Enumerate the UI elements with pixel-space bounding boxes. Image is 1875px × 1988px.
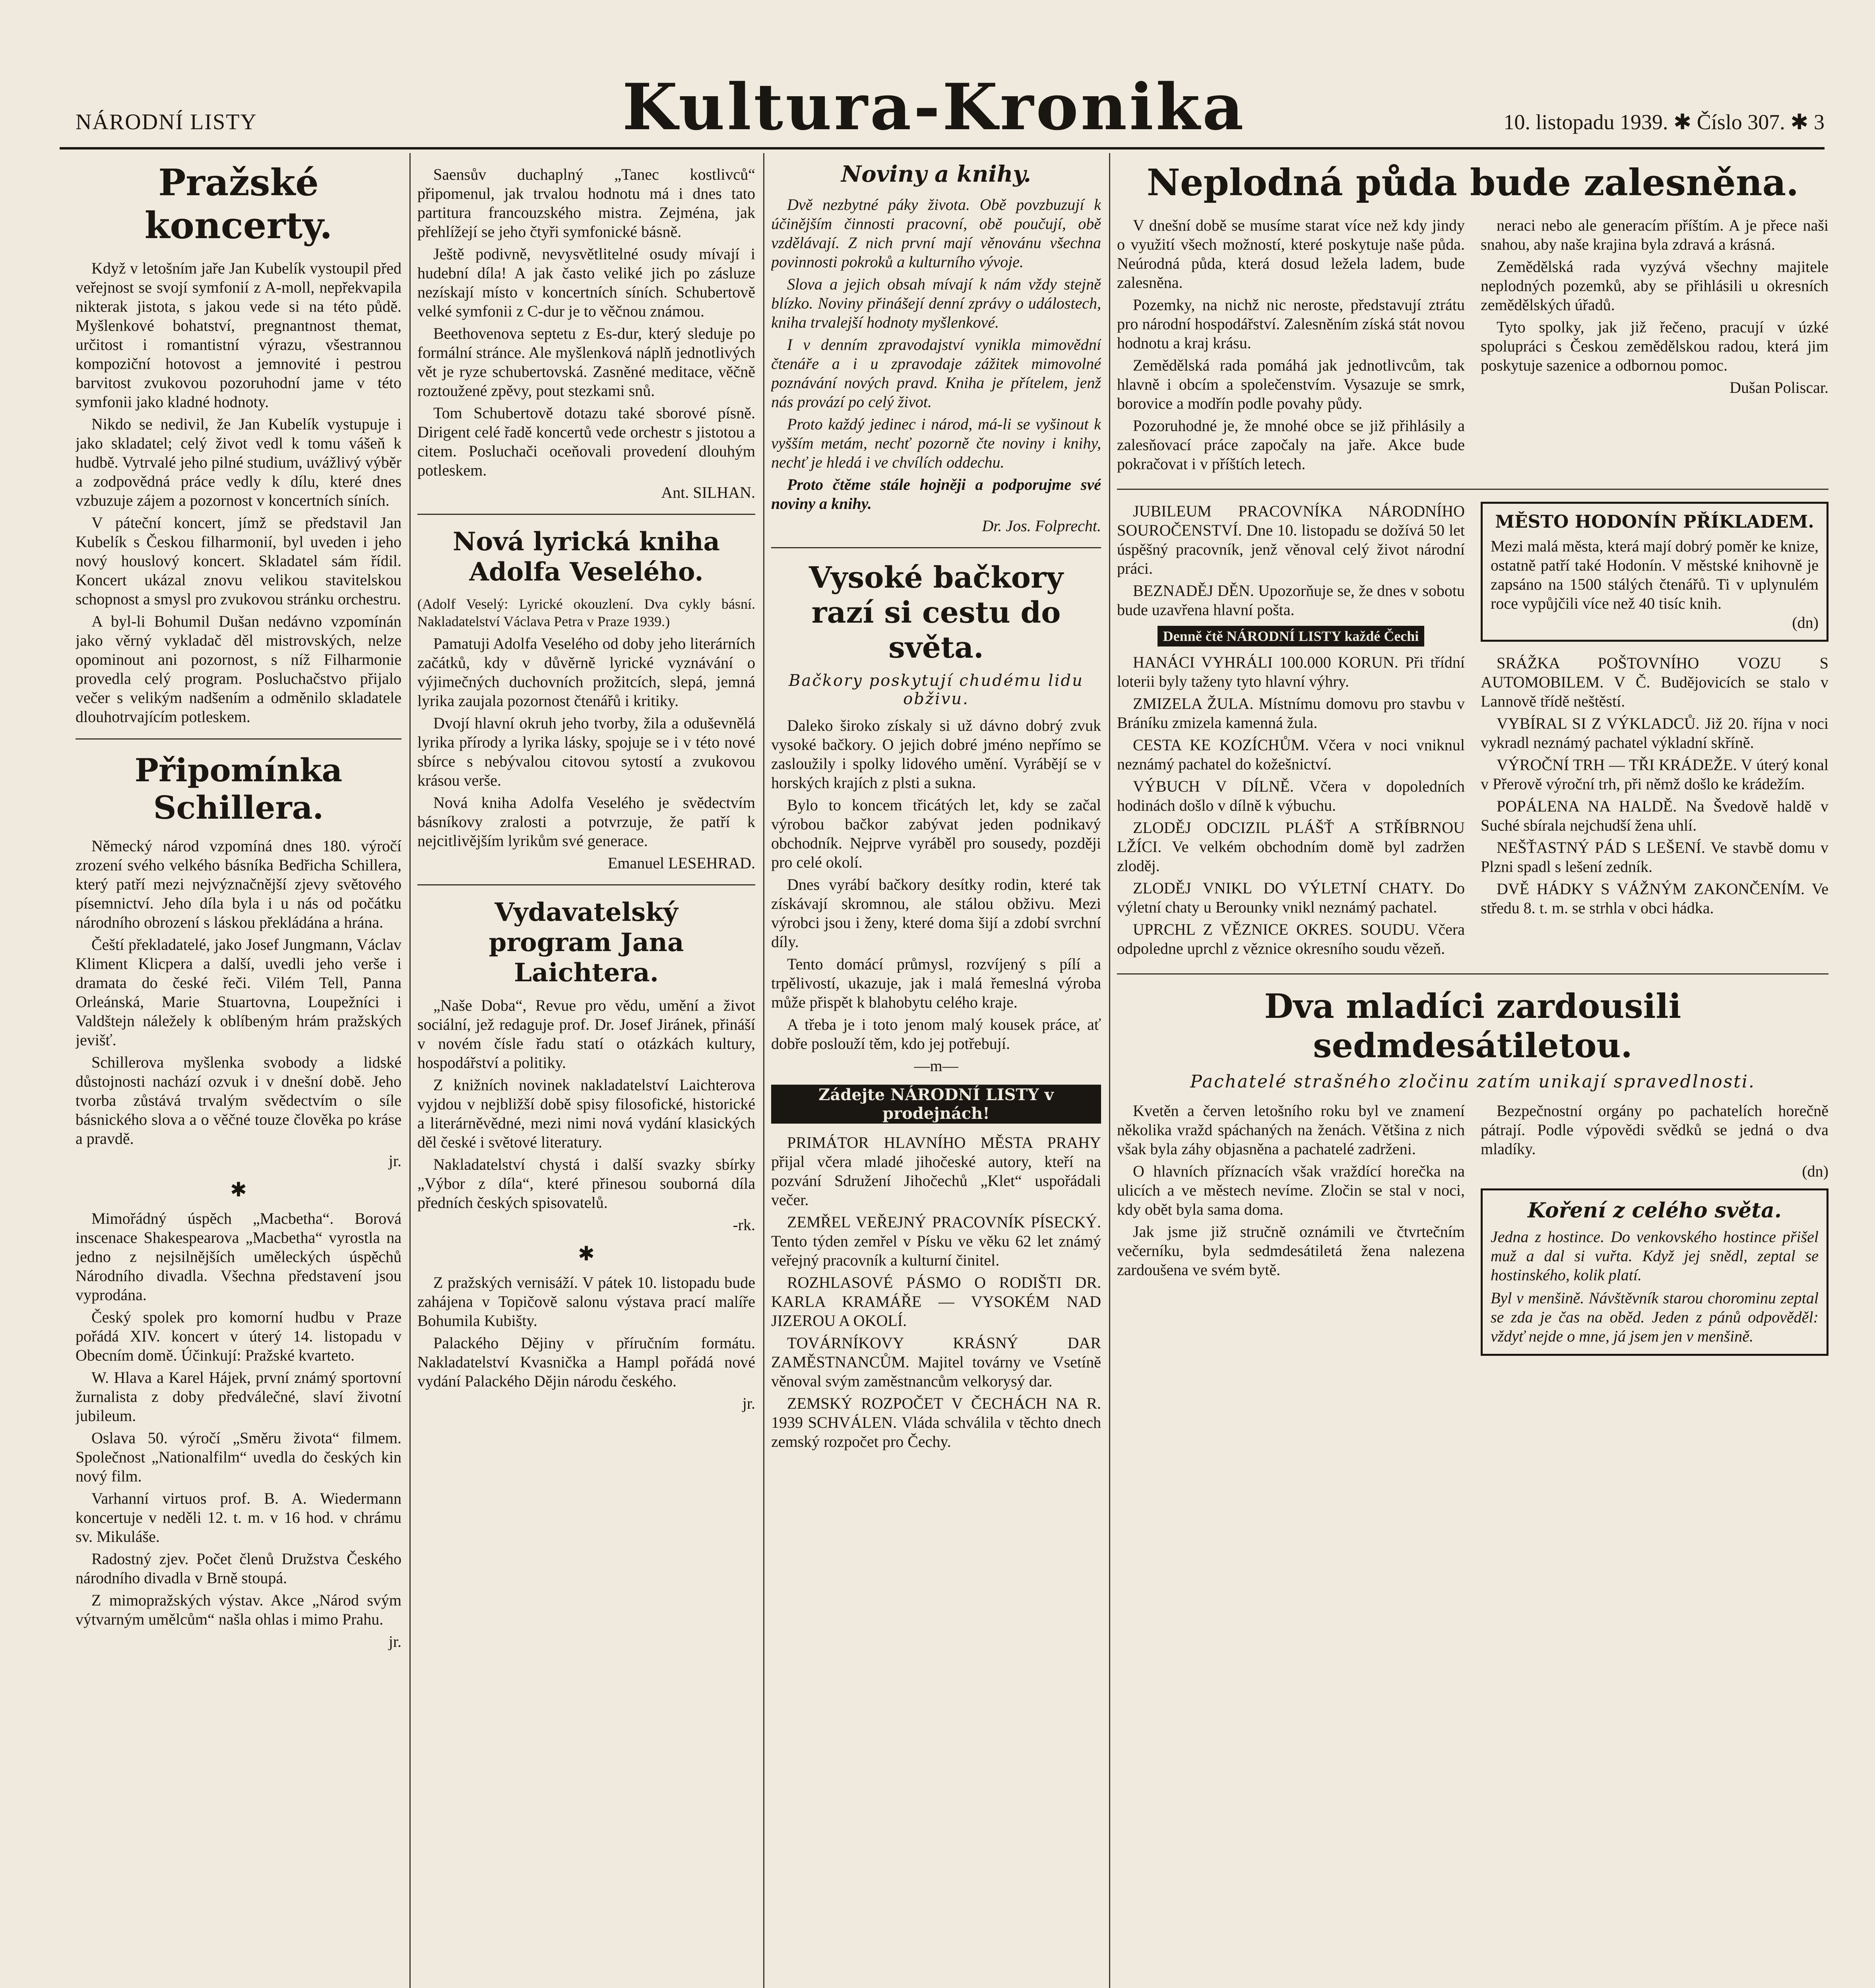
article-title-laichter: Vydavatelský program Jana Laichtera. bbox=[489, 897, 684, 988]
paragraph: Zemědělská rada vyzývá všechny majitele neplodných pozemků, aby se přihlásili u okresních zemědělských úřadů. bbox=[1481, 258, 1828, 314]
separator bbox=[417, 514, 755, 515]
signature: Emanuel LESEHRAD. bbox=[607, 854, 755, 872]
news-list-col4-right bbox=[1481, 654, 1828, 918]
paragraph: Tento domácí průmysl, rozvíjený s pílí a trpělivostí, ukazuje, jak i malá řemeslná výroba může přispět k blahobytu celého kraje. bbox=[771, 955, 1101, 1011]
article-body-veseleho bbox=[417, 634, 755, 850]
column-2 bbox=[417, 153, 755, 1988]
news-item: Radostný zjev. Počet členů Družstva Českého národního divadla v Brně stoupá. bbox=[76, 1550, 401, 1587]
paragraph: Když v letošním jaře Jan Kubelík vystoupil před veřejnost se svojí symfonií z A-moll, nepřekvapila nikterak jistota, s jakou vede si na této půdě. Myšlenkové bohatství, pregnantnost themat, určitost i romantistní výrazu, všestrannou kompoziční hotovost a jemnovité i pestrou barvitost zvukovou pozoruhodní jame v této symfonii jako kladné hodnoty. bbox=[76, 259, 401, 411]
news-item: JUBILEUM PRACOVNÍKA NÁRODNÍHO SOUROČENSTVÍ. Dne 10. listopadu se dožívá 50 let úspěšný pracovník, jenž věnoval celý život národní práci. bbox=[1117, 502, 1465, 577]
separator bbox=[1117, 973, 1828, 975]
news-item: BEZNADĚJ DĚN. Upozorňuje se, že dnes v sobotu bude uzavřena hlavní pošta. bbox=[1117, 582, 1465, 619]
asterisk-divider: ✱ bbox=[578, 1242, 595, 1265]
paragraph: O hlavních příznacích však vraždící horečka na ulicích a ve městech nevíme. Zločin se stal v noci, kdy obět byla sama doma. bbox=[1117, 1162, 1465, 1218]
issue-info: 10. listopadu 1939. ✱ Číslo 307. ✱ 3 bbox=[1503, 110, 1825, 134]
promo-banner bbox=[1117, 626, 1465, 646]
article-title-schiller: Připomínka Schillera. bbox=[134, 751, 343, 826]
signature: Ant. SILHAN. bbox=[661, 483, 755, 501]
paragraph: Proto čtěme stále hojněji a podporujme své noviny a knihy. bbox=[771, 476, 1101, 513]
article-body-schiller bbox=[76, 837, 401, 1148]
paragraph: V páteční koncert, jímž se představil Jan Kubelík s Českou filharmonií, byl uveden i jeho nový houslový koncert. Skladatel sám řídil. Koncert ukázal znovu velikou stavitelskou schopnost a smysl pro zvukovou stránku orchestru. bbox=[76, 514, 401, 608]
box-body: Mezi malá města, která mají dobrý poměr ke knize, ostatně patří také Hodonín. V městské knihovně je zapsáno na 1500 stálých čtenářů. Ti v uplynulém roce vypůjčili více než 40 tisíc knih. bbox=[1491, 537, 1819, 612]
separator bbox=[417, 884, 755, 885]
news-item: UPRCHL Z VĚZNICE OKRES. SOUDU. Včera odpoledne uprchl z věznice okresního soudu vězeň. bbox=[1117, 920, 1465, 957]
article-body-backory bbox=[771, 716, 1101, 1053]
paper-name: NÁRODNÍ LISTY bbox=[76, 110, 257, 134]
news-list-col4-left bbox=[1117, 502, 1465, 961]
article-title-veseleho: Nová lyrická kniha Adolfa Veselého. bbox=[453, 527, 720, 587]
column-rule-2 bbox=[763, 153, 764, 1988]
paragraph: Slova a jejich obsah mívají k nám vždy stejně blízko. Noviny přinášejí denní zprávy o událostech, kniha trvalejší hodnoty myšlenkové. bbox=[771, 275, 1101, 331]
paragraph: Bezpečnostní orgány po pachatelích horečně pátrají. Podle výpovědi svědků se jedná o dva mladíky. bbox=[1481, 1102, 1828, 1158]
paragraph: Bylo to koncem třicátých let, kdy se začal výrobou bačkor zabývat jeden podnikavý obchodník. Nejprve vyráběl pro sousedy, později pro celé okolí. bbox=[771, 796, 1101, 871]
signature: Dr. Jos. Folprecht. bbox=[982, 517, 1101, 535]
signature: (dn) bbox=[1802, 1162, 1828, 1180]
news-item: NEŠŤASTNÝ PÁD S LEŠENÍ. Ve stavbě domu v Plzni spadl s lešení zedník. bbox=[1481, 839, 1828, 876]
news-item: ZMIZELA ŽULA. Místnímu domovu pro stavbu v Bráníku zmizela kamenná žula. bbox=[1117, 695, 1465, 732]
news-item: W. Hlava a Karel Hájek, první známý sportovní žurnalista z doby předválečné, slaví životní jubileum. bbox=[76, 1369, 401, 1425]
paragraph: Beethovenova septetu z Es-dur, který sleduje po formální stránce. Ale myšlenková náplň jednotlivých vět je ryze schubertovská. Zasněné meditace, věčně roztoužené zpěvy, pout stezkami snů. bbox=[417, 324, 755, 400]
article-body-koncerty bbox=[76, 259, 401, 726]
signature: -rk. bbox=[733, 1216, 755, 1234]
paragraph: „Naše Doba“, Revue pro vědu, umění a život sociální, jež redaguje prof. Dr. Josef Jiránek, přináší v novém čísle řadu statí o otázkách kultury, hospodářství a politiky. bbox=[417, 996, 755, 1072]
paragraph: Tyto spolky, jak již řečeno, pracují v úzké spolupráci s Českou zemědělskou radou, která jim poskytuje sazenice a odbornou pomoc. bbox=[1481, 318, 1828, 374]
article-body-laichter bbox=[417, 996, 755, 1212]
dva-right bbox=[1481, 1101, 1828, 1356]
news-list-col1 bbox=[76, 1209, 401, 1629]
dva-columns bbox=[1117, 1101, 1828, 1356]
news-item: Český spolek pro komorní hudbu v Praze pořádá XIV. koncert v úterý 14. listopadu v Obecním domě. Účinkují: Pražské kvarteto. bbox=[76, 1308, 401, 1364]
koreni-box bbox=[1481, 1188, 1828, 1356]
asterisk-divider: ✱ bbox=[230, 1178, 247, 1201]
news-list-col2 bbox=[417, 1273, 755, 1391]
signature: (dn) bbox=[1792, 613, 1819, 631]
signature: —m— bbox=[914, 1057, 958, 1075]
paragraph: Kvetěn a červen letošního roku byl ve znamení několika vražd spáchaných na ženách. Většina z nich však byla záhy objasněna a pachatelé zadrženi. bbox=[1117, 1102, 1465, 1158]
news-item: SRÁŽKA POŠTOVNÍHO VOZU S AUTOMOBILEM. V Č. Budějovicích se stalo v Lannově třídě neštěstí. bbox=[1481, 654, 1828, 710]
paragraph: Z knižních novinek nakladatelství Laichterova vyjdou v nejbližší době spisy filosofické, historické a literárněvědné, mezi nimi nová vydání klasických děl české i světové literatury. bbox=[417, 1076, 755, 1151]
masthead-rule bbox=[60, 147, 1825, 149]
paragraph: V dnešní době se musíme starat více než kdy jindy o využití všech možností, které poskytuje naše půda. Neúrodná půda, která dosud ležela ladem, bude zalesněna. bbox=[1117, 216, 1465, 291]
news-item: VÝROČNÍ TRH — TŘI KRÁDEŽE. V úterý konal v Přerově výroční trh, při němž došlo ke krádežím. bbox=[1481, 756, 1828, 793]
paragraph: Německý národ vzpomíná dnes 180. výročí zrození svého velkého básníka Bedřicha Schillera, který patří mezi nejvýznačnější zjevy světového písemnictví. Jeho díla byla i u nás od počátku národního obrození s láskou překládána a hrána. bbox=[76, 837, 401, 931]
news-item: TOVÁRNÍKOVY KRÁSNÝ DAR ZAMĚSTNANCŮM. Majitel továrny ve Vsetíně věnoval svým zaměstnancům velkorysý dar. bbox=[771, 1334, 1101, 1390]
hodonin-box bbox=[1481, 502, 1828, 642]
paragraph: Dnes vyrábí bačkory desítky rodin, které tak získávají skromnou, ale stálou obživu. Mezi výrobci jsou i ženy, které doma šijí a zdobí svrchní díly. bbox=[771, 876, 1101, 951]
news-item: HANÁCI VYHRÁLI 100.000 KORUN. Při třídní loterii byly taženy tyto hlavní výhry. bbox=[1117, 653, 1465, 690]
article-subtitle-backory: Bačkory poskytují chudému lidu obživu. bbox=[789, 672, 1084, 708]
news-item: CESTA KE KOZÍCHŮM. Včera v noci vniknul neznámý pachatel do kožešnictví. bbox=[1117, 736, 1465, 773]
zalesneni-columns bbox=[1117, 216, 1828, 477]
paragraph: Dvě nezbytné páky života. Obě povzbuzují k účinějším činnosti pracovní, obě poučují, obě vzdělávají. Z nich první mají věnovánu všechna povinnosti pokroků a kulturního vývoje. bbox=[771, 196, 1101, 271]
paragraph: A třeba je i toto jenom malý kousek práce, ať dobře poslouží těm, kdo jej potřebují. bbox=[771, 1015, 1101, 1052]
column-rule-3 bbox=[1109, 153, 1110, 1988]
article-title-prazske-koncerty: Pražské koncerty. bbox=[144, 161, 333, 247]
col4-right bbox=[1481, 502, 1828, 961]
box-body bbox=[1491, 1227, 1819, 1346]
column-1 bbox=[76, 153, 401, 1988]
news-item: ZEMŘEL VEŘEJNÝ PRACOVNÍK PÍSECKÝ. Tento týden zemřel v Písku ve věku 62 let známý veřejný pracovník a kulturní činitel. bbox=[771, 1213, 1101, 1269]
article-subtitle-dva-mladici: Pachatelé strašného zločinu zatím unikají spravedlnosti. bbox=[1190, 1072, 1755, 1092]
news-item: POPÁLENA NA HALDĚ. Na Švedově haldě v Suché sbírala nejchudší žena uhlí. bbox=[1481, 797, 1828, 834]
news-item: Z pražských vernisáží. V pátek 10. listopadu bude zahájena v Topičově salonu výstava prací malíře Bohumila Kubišty. bbox=[417, 1274, 755, 1330]
box-title: Koření z celého světa. bbox=[1527, 1198, 1782, 1223]
paragraph: Pozoruhodné je, že mnohé obce se již přihlásily a zalesňovací práce započaly na jaře. Akce bude pokračovat i v příštích letech. bbox=[1117, 417, 1465, 473]
promo-stamp: Zádejte NÁRODNÍ LISTY v prodejnách! bbox=[771, 1085, 1101, 1124]
separator bbox=[771, 547, 1101, 548]
news-item: ZLODĚJ VNIKL DO VÝLETNÍ CHATY. Do výletní chaty u Berounky vnikl neznámý pachatel. bbox=[1117, 879, 1465, 916]
promo-stamp: Denně čtě NÁRODNÍ LISTY každé Čechi bbox=[1158, 626, 1425, 646]
news-item: ZEMSKÝ ROZPOČET V ČECHÁCH NA R. 1939 SCHVÁLEN. Vláda schválila v těchto dnech zemský rozpočet pro Čechy. bbox=[771, 1394, 1101, 1450]
paragraph: Jak jsme již stručně oznámili ve čtvrtečním večerníku, byla sedmdesátiletá žena nalezena zardoušena ve svém bytě. bbox=[1117, 1223, 1465, 1279]
promo-banner bbox=[771, 1085, 1101, 1124]
paragraph: Jedna z hostince. Do venkovského hostince přišel muž a dal si vuřta. Když jej snědl, zeptal se hostinského, kolik platí. bbox=[1491, 1228, 1819, 1284]
article-title-backory: Vysoké bačkory razí si cestu do světa. bbox=[809, 561, 1063, 665]
box-title: MĚSTO HODONÍN PŘÍKLADEM. bbox=[1495, 512, 1814, 532]
article-body-zalesneni bbox=[1117, 216, 1465, 477]
paragraph: neraci nebo ale generacím příštím. A je přece naši snahou, aby naše krajina byla zdravá a krásná. bbox=[1481, 216, 1828, 253]
news-item: DVĚ HÁDKY S VÁŽNÝM ZAKONČENÍM. Ve středu 8. t. m. se strhla v obci hádka. bbox=[1481, 880, 1828, 917]
paragraph: Ještě podivně, nevysvětlitelné osudy mívají i hudební díla! A jak často veliké jich po zásluze nezískají místo v koncertních síních. Schubertově velké symfonii z C-dur je to věčnou známou. bbox=[417, 245, 755, 320]
news-item: Varhanní virtuos prof. B. A. Wiedermann koncertuje v neděli 12. t. m. v 16 hod. v chrámu sv. Mikuláše. bbox=[76, 1489, 401, 1545]
paragraph: Proto každý jedinec i národ, má-li se vyšinout k vyšším metám, nechť pozorně čte noviny i knihy, nechť je hledá i ve chvílích oddechu. bbox=[771, 415, 1101, 471]
paragraph: Schillerova myšlenka svobody a lidské důstojnosti nachází ozvuk i v dnešní době. Jeho tvorba zůstává trvalým svědectvím o síle básnického slova a o věčné touze člověka po kráse a pravdě. bbox=[76, 1053, 401, 1147]
section-title: Kultura-Kronika bbox=[622, 70, 1246, 144]
paragraph: Čeští překladatelé, jako Josef Jungmann, Václav Kliment Klicpera a další, uvedli jeho verše i dramata do české řeči. Vilém Tell, Panna Orleánská, Marie Stuartovna, Loupežníci i Valdštejn náležely k oblíbeným hrám pražských jevišť. bbox=[76, 936, 401, 1049]
news-item: Mimořádný úspěch „Macbetha“. Borová inscenace Shakespearova „Macbetha“ vyrostla na jedno z nejsilnějších uměleckých úspěchů Národního divadla. Všechna představení jsou vyprodána. bbox=[76, 1209, 401, 1304]
article-title-zalesneni: Neplodná půda bude zalesněna. bbox=[1146, 161, 1799, 204]
article-body-zalesneni-cont bbox=[1481, 216, 1828, 477]
paragraph: Zemědělská rada pomáhá jak jednotlivcům, tak hlavně i obcím a společenstvím. Vysazuje se smrk, borovice a modřín podle povahy půdy. bbox=[1117, 356, 1465, 412]
paragraph: Dvojí hlavní okruh jeho tvorby, žila a oduševnělá lyrika přírody a lyrika lásky, spojuje se i v této nové sbírce s nebývalou citovou sytostí a zvukovou krásou verše. bbox=[417, 714, 755, 789]
news-item: VYBÍRAL SI Z VÝKLADCŮ. Již 20. října v noci vykradl neznámý pachatel výkladní skříně. bbox=[1481, 714, 1828, 751]
article-title-noviny: Noviny a knihy. bbox=[841, 161, 1031, 187]
paragraph: Nová kniha Adolfa Veselého je svědectvím básníkovy zralosti a potvrzuje, že patří k nejcitlivějším lyrikům své generace. bbox=[417, 794, 755, 850]
news-item: PRIMÁTOR HLAVNÍHO MĚSTA PRAHY přijal včera mladé jihočeské autory, kteří na pozvání Sdružení Jihočechů „Klet“ uspořádali večer. bbox=[771, 1134, 1101, 1209]
paragraph: I v denním zpravodajství vynikla mimovědní čtenáře a i u zpravodaje zážitek mimovolné poznávání nových pravd. Kniha je přítelem, jenž nás provází po celý život. bbox=[771, 336, 1101, 411]
paragraph: Saensův duchaplný „Tanec kostlivců“ připomenul, jak trvalou hodnotu má i dnes tato partitura francouzského mistra. Zejména, jak přehlížejí se jeho čtyři symfonické básně. bbox=[417, 165, 755, 241]
signature: jr. bbox=[388, 1152, 401, 1170]
paragraph: Tom Schubertově dotazu také sborové písně. Dirigent celé řadě koncertů vede orchestr s jistotou a citem. Posluchači oceňovali provedení dlouhým potleskem. bbox=[417, 404, 755, 479]
article-title-dva-mladici: Dva mladíci zardousili sedmdesátiletou. bbox=[1264, 986, 1681, 1065]
mid-columns bbox=[1117, 502, 1828, 961]
article-body-koncerty-cont bbox=[417, 165, 755, 480]
news-list-col3 bbox=[771, 1133, 1101, 1451]
separator bbox=[76, 738, 401, 740]
paragraph: Byl v menšině. Návštěvník starou chorominu zeptal se zda je čas na oběd. Jeden z pánů odpověděl: vždyť nejde o mne, já jsem jen v menšině. bbox=[1491, 1289, 1819, 1345]
paragraph: A byl-li Bohumil Dušan nedávno vzpomínán jako věrný vykladač děl mistrovských, nelze opominout ani pozornost, s níž Filharmonie provedla celý program. Posluchačstvo přijalo večer s velikým nadšením a odměnilo skladatele dlouhotrvajícím potleskem. bbox=[76, 612, 401, 726]
column-3 bbox=[771, 153, 1101, 1988]
column-4 bbox=[1117, 153, 1828, 1988]
paragraph: Pamatuji Adolfa Veselého od doby jeho literárních začátků, kdy v důvěrně lyrické vyznávání o výjimečných duchovních prožitcích, slepá, jemná lyrika zaujala pozornost čtenářů i kritiky. bbox=[417, 635, 755, 710]
news-item: Z mimopražských výstav. Akce „Národ svým výtvarným umělcům“ našla ohlas i mimo Prahu. bbox=[76, 1591, 401, 1628]
separator bbox=[1117, 489, 1828, 490]
article-body-dva-mladici bbox=[1117, 1101, 1465, 1356]
paragraph: Daleko široko získaly si už dávno dobrý zvuk vysoké bačkory. O jejich dobré jméno nepřímo se zasloužily i spolky lidového umění. Vyrábějí se v horských krajích z plsti a sukna. bbox=[771, 716, 1101, 792]
article-lead: (Adolf Veselý: Lyrické okouzlení. Dva cykly básní. Nakladatelství Václava Petra v Praze 1939.) bbox=[417, 596, 755, 629]
news-item: ZLODĚJ ODCIZIL PLÁŠŤ A STŘÍBRNOU LŽÍCI. Ve velkém obchodním domě byl zadržen zloděj. bbox=[1117, 819, 1465, 875]
column-rule-1 bbox=[409, 153, 411, 1988]
signature: jr. bbox=[742, 1394, 755, 1412]
news-item: Palackého Dějiny v příručním formátu. Nakladatelství Kvasnička a Hampl pořádá nové vydání Palackého Dějin národu českého. bbox=[417, 1334, 755, 1390]
article-body-dva-mladici-cont bbox=[1481, 1101, 1828, 1159]
signature: Dušan Poliscar. bbox=[1730, 379, 1828, 396]
article-body-noviny bbox=[771, 195, 1101, 513]
news-item: ROZHLASOVÉ PÁSMO O RODIŠTI DR. KARLA KRAMÁŘE — VYSOKÉM NAD JIZEROU A OKOLÍ. bbox=[771, 1274, 1101, 1330]
news-item: VÝBUCH V DÍLNĚ. Včera v dopoledních hodinách došlo v dílně k výbuchu. bbox=[1117, 777, 1465, 814]
paragraph: Nakladatelství chystá i další svazky sbírky „Výbor z díla“, které přinesou souborná díla předních českých spisovatelů. bbox=[417, 1155, 755, 1211]
paragraph: Pozemky, na nichž nic neroste, představují ztrátu pro národní hospodářství. Zalesněním získá stát novou hodnotu a kraj krásu. bbox=[1117, 296, 1465, 352]
news-item: Oslava 50. výročí „Směru života“ filmem. Společnost „Nationalfilm“ uvedla do českých kin nový film. bbox=[76, 1429, 401, 1485]
paragraph: Nikdo se nedivil, že Jan Kubelík vystupuje i jako skladatel; celý život vedl k tomu vášeň k hudbě. Vytrvalé jeho pilné studium, uvážlivý výběr a zodpovědná práce vedly k dílu, které dnes vzbuzuje zájem a pozornost v koncertních síních. bbox=[76, 415, 401, 509]
signature: jr. bbox=[388, 1633, 401, 1650]
